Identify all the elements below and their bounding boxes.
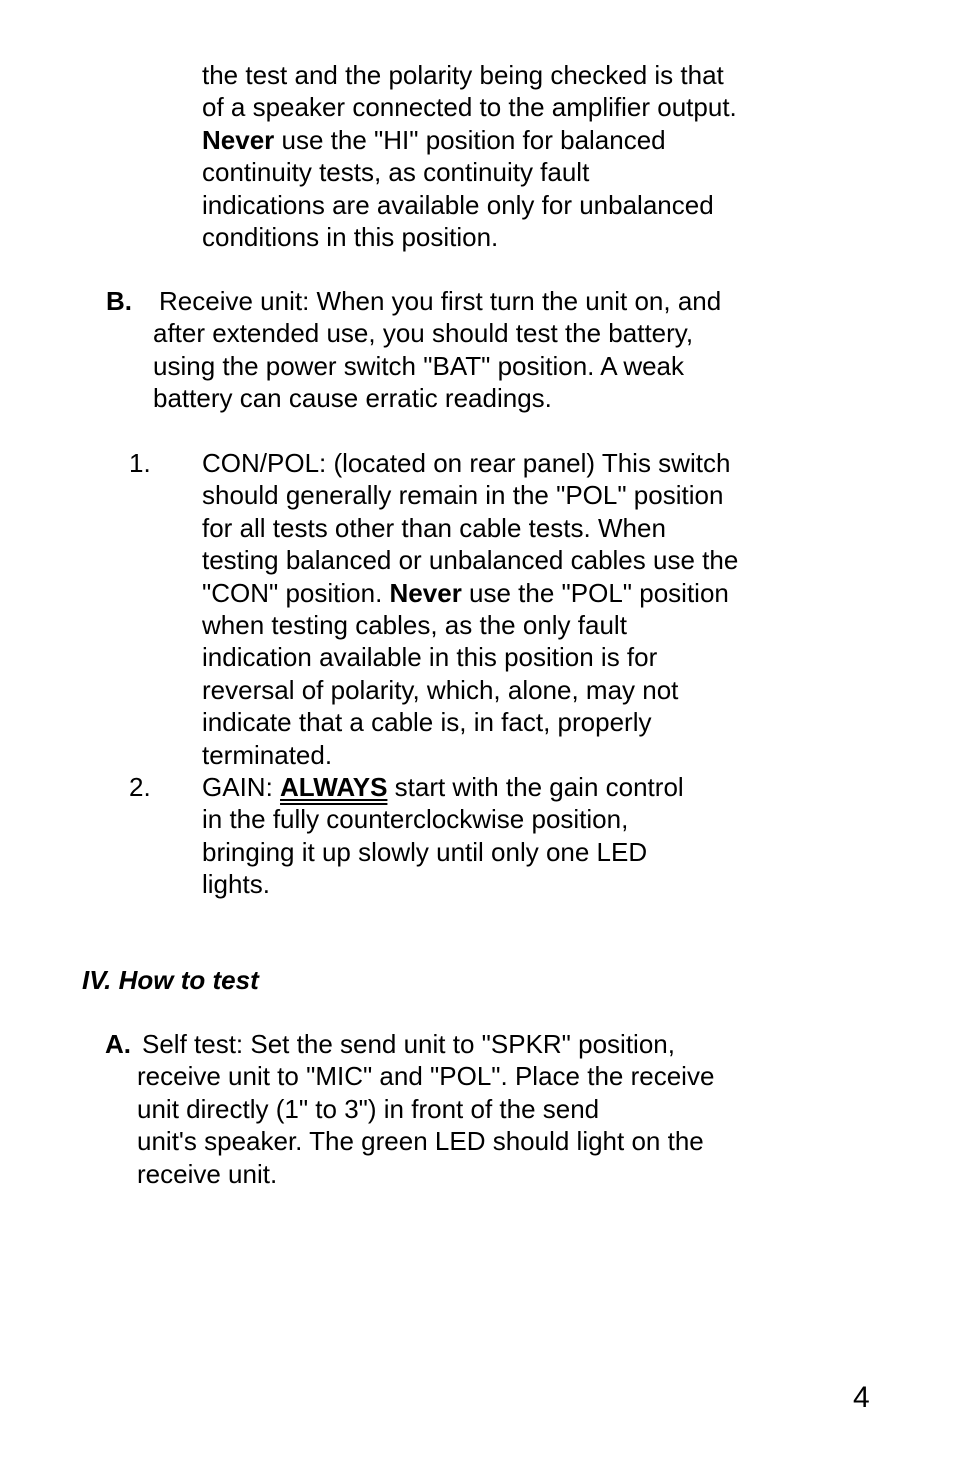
text-line: terminated. <box>202 739 333 770</box>
item-1-number: 1. <box>129 448 151 478</box>
text-line: indication available in this position is for <box>202 642 658 673</box>
text-line: continuity tests, as continuity fault <box>202 157 590 188</box>
text-line: receive unit. <box>137 1158 278 1189</box>
text-line: "CON" position. Never use the "POL" position <box>202 577 729 608</box>
text-line: should generally remain in the "POL" position <box>202 480 724 511</box>
text-line: Receive unit: When you first turn the unit on, and <box>159 286 722 316</box>
section-a-paragraph <box>137 1060 714 1190</box>
emphasis-never: Never <box>202 124 275 155</box>
text-line: bringing it up slowly until only one LED <box>202 836 648 867</box>
text-line: unit's speaker. The green LED should light on the <box>137 1126 704 1157</box>
section-a-marker: A. <box>105 1029 131 1059</box>
text-line: Self test: Set the send unit to "SPKR" position, <box>142 1029 675 1059</box>
text-line: when testing cables, as the only fault <box>202 610 627 641</box>
emphasis-never: Never <box>389 577 462 608</box>
text-line: conditions in this position. <box>202 222 499 253</box>
section-b-marker: B. <box>106 286 132 316</box>
text-line: after extended use, you should test the battery, <box>153 318 694 349</box>
item-2-paragraph <box>202 771 684 901</box>
text-line: receive unit to "MIC" and "POL". Place the receive <box>137 1061 715 1092</box>
continuation-paragraph <box>202 59 737 253</box>
text-line: unit directly (1" to 3") in front of the send <box>137 1093 600 1124</box>
emphasis-always: ALWAYS <box>280 772 388 802</box>
text-line: reversal of polarity, which, alone, may not <box>202 674 679 705</box>
text-line: battery can cause erratic readings. <box>153 383 552 414</box>
item-2-number: 2. <box>129 772 151 802</box>
text-line: for all tests other than cable tests. When <box>202 512 666 543</box>
section-b-first-line <box>159 285 721 317</box>
text-line: in the fully counterclockwise position, <box>202 804 629 835</box>
section-a-first-line <box>142 1028 675 1060</box>
text-line: indications are available only for unbalanced <box>202 189 714 220</box>
text-line: GAIN: ALWAYS start with the gain control <box>202 772 684 802</box>
page-number: 4 <box>853 1381 870 1414</box>
text-line: CON/POL: (located on rear panel) This switch <box>202 448 731 478</box>
text-line: indicate that a cable is, in fact, properly <box>202 707 652 738</box>
item-1-paragraph <box>202 447 738 771</box>
text-line: Never use the "HI" position for balanced <box>202 124 666 155</box>
text-line: lights. <box>202 869 270 900</box>
text-line: testing balanced or unbalanced cables use the <box>202 545 739 576</box>
text-line: the test and the polarity being checked is that <box>202 60 724 90</box>
section-b-paragraph <box>153 317 693 414</box>
text-line: using the power switch "BAT" position. A weak <box>153 350 685 381</box>
text-line: of a speaker connected to the amplifier output. <box>202 92 737 123</box>
section-heading: IV. How to test <box>82 965 259 995</box>
